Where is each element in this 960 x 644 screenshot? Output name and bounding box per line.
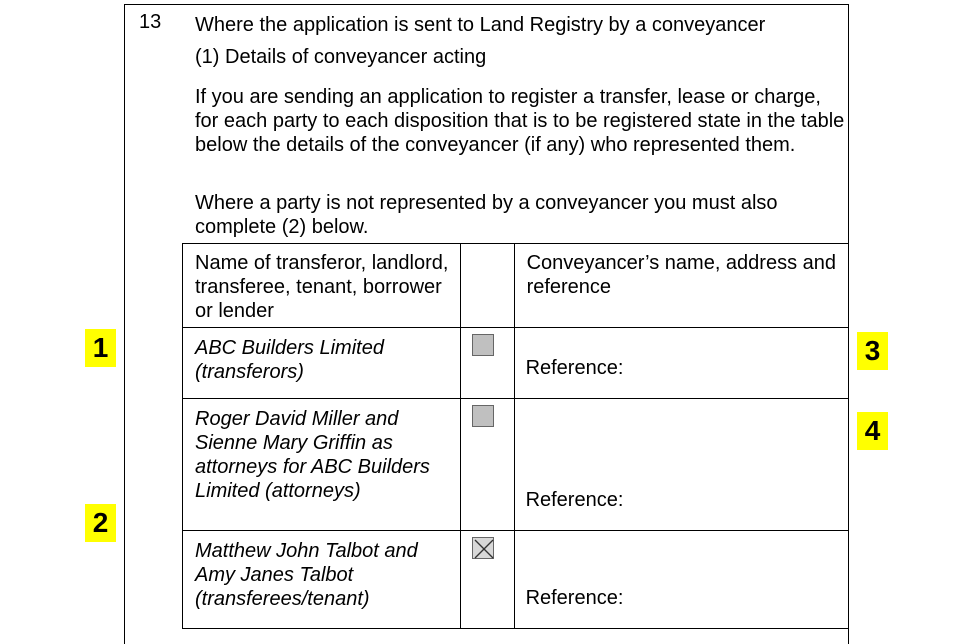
header-party bbox=[183, 244, 461, 328]
party-cell bbox=[183, 399, 461, 531]
reference-label: Reference: bbox=[525, 357, 624, 379]
table-row bbox=[183, 399, 849, 531]
not-represented-checkbox-checked[interactable] bbox=[472, 537, 494, 559]
header-conveyancer-text: Conveyancer’s name, address and reference bbox=[526, 252, 837, 298]
checkbox-cell bbox=[460, 328, 514, 399]
party-name: ABC Builders Limited (transferors) bbox=[195, 337, 384, 383]
party-cell bbox=[183, 328, 461, 399]
annotation-marker-4: 4 bbox=[857, 412, 888, 450]
header-party-text: Name of transferor, landlord, transferee, tenant, borrower or lender bbox=[195, 252, 449, 322]
reference-label: Reference: bbox=[525, 489, 624, 511]
table-header-row bbox=[183, 244, 849, 328]
annotation-marker-2: 2 bbox=[85, 504, 116, 542]
section-subtitle: (1) Details of conveyancer acting bbox=[195, 46, 487, 68]
conveyancer-cell[interactable] bbox=[514, 531, 848, 629]
not-represented-checkbox[interactable] bbox=[472, 405, 494, 427]
annotation-marker-3: 3 bbox=[857, 332, 888, 370]
conveyancer-cell[interactable] bbox=[514, 399, 848, 531]
conveyancer-cell[interactable] bbox=[514, 328, 848, 399]
header-conveyancer bbox=[514, 244, 848, 328]
party-cell bbox=[183, 531, 461, 629]
header-checkbox-column bbox=[460, 244, 514, 328]
instruction-paragraph-1: If you are sending an application to register a transfer, lease or charge, for each party to each disposition that is to be registered state in the table below the details of the conveyancer (if any) who represented them. bbox=[195, 86, 845, 156]
party-name: Roger David Miller and Sienne Mary Griffin as attorneys for ABC Builders Limited (attorneys) bbox=[195, 408, 430, 502]
checkbox-cell bbox=[460, 531, 514, 629]
table-row bbox=[183, 328, 849, 399]
checkbox-cell bbox=[460, 399, 514, 531]
reference-label: Reference: bbox=[525, 587, 624, 609]
annotation-marker-1: 1 bbox=[85, 329, 116, 367]
conveyancer-table bbox=[182, 243, 849, 629]
section-number: 13 bbox=[139, 11, 162, 33]
section-title: Where the application is sent to Land Registry by a conveyancer bbox=[195, 14, 766, 36]
not-represented-checkbox[interactable] bbox=[472, 334, 494, 356]
instruction-paragraph-2: Where a party is not represented by a conveyancer you must also complete (2) below. bbox=[195, 192, 778, 238]
cross-mark-icon bbox=[473, 538, 495, 560]
party-name: Matthew John Talbot and Amy Janes Talbot (transferees/tenant) bbox=[195, 540, 418, 610]
table-row bbox=[183, 531, 849, 629]
